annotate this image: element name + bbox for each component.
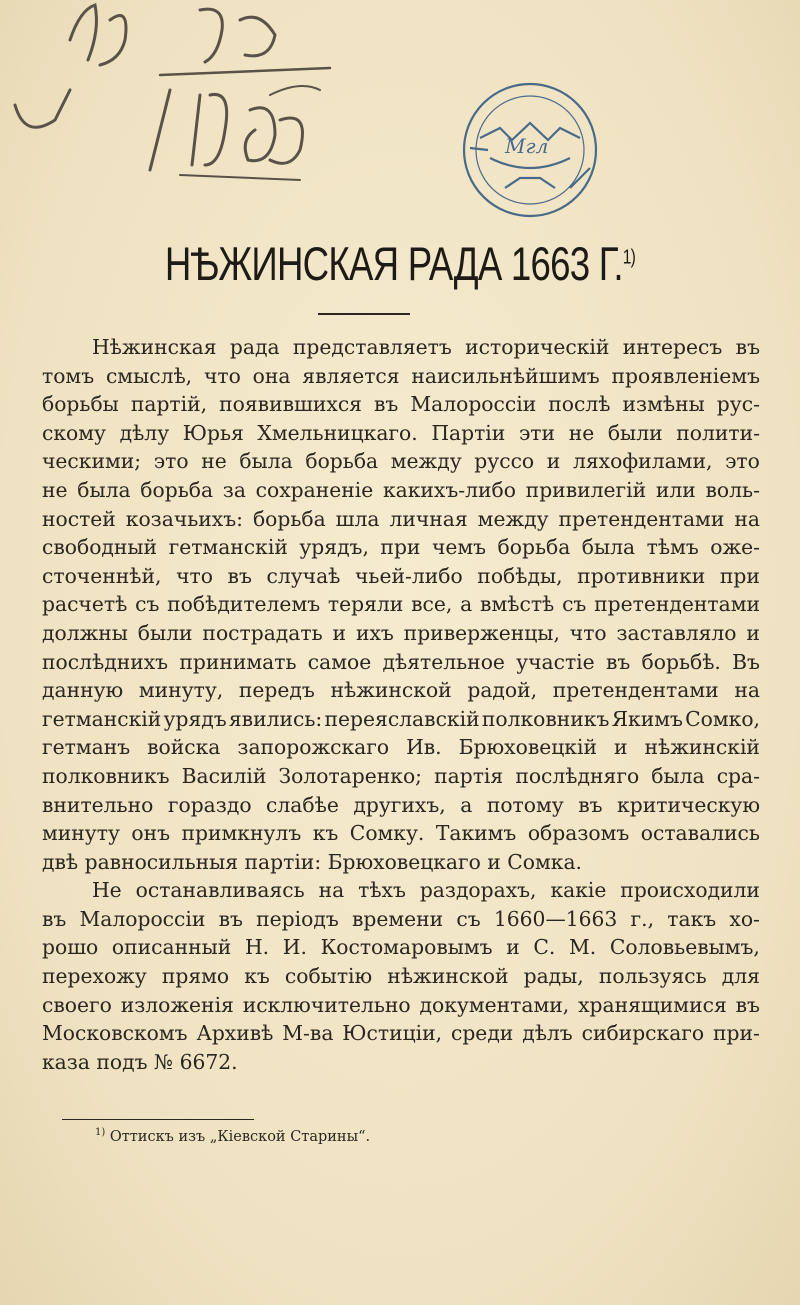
footnote-text: Оттискъ изъ „Кіевской Старины“. [109, 1128, 371, 1145]
text-line: томъ смыслѣ, что она является наисильнѣйшимъ проявленіемъ [42, 363, 760, 388]
text-line: внительно гораздо слабѣе другихъ, а потому въ критическую [42, 792, 760, 817]
text-line: не была борьба за сохраненіе какихъ-либо привилегій или воль- [42, 477, 760, 502]
article-body [42, 333, 760, 1076]
footnote-mark: 1) [95, 1127, 106, 1138]
text-line: каза подъ № 6672. [42, 1049, 238, 1074]
article-title [88, 236, 712, 291]
title-divider [318, 313, 410, 315]
text-line: своего изложенія исключительно документами, хранящимися въ [42, 992, 760, 1017]
text-line: рошо описанный Н. И. Костомаровымъ и С. М. Соловьевымъ, [42, 935, 760, 960]
handwritten-inventory-marks [0, 0, 360, 200]
text-line: данную минуту, передъ нѣжинской радой, претендентами на [42, 678, 760, 703]
text-line: Не останавливаясь на тѣхъ раздорахъ, какіе происходили [92, 878, 760, 903]
text-line: должны были пострадать и ихъ приверженцы, что заставляло и [42, 620, 760, 645]
svg-text:Мгл: Мгл [505, 134, 549, 158]
title-text: НѢЖИНСКАЯ РАДА 1663 Г. [164, 237, 623, 290]
footnote [95, 1123, 370, 1147]
library-stamp [450, 78, 610, 223]
text-line: скому дѣлу Юрья Хмельницкаго. Партіи эти не были полити- [42, 420, 760, 445]
text-line: перехожу прямо къ событію нѣжинской рады, пользуясь для [42, 964, 760, 989]
text-line: сточеннѣй, что въ случаѣ чьей-либо побѣды, противники при [42, 563, 760, 588]
text-line: борьбы партій, появившихся въ Малороссіи послѣ измѣны рус- [42, 392, 760, 417]
text-line: свободный гетманскій урядъ, при чемъ борьба была тѣмъ оже- [42, 535, 760, 560]
text-line: расчетѣ съ побѣдителемъ теряли все, а вмѣстѣ съ претендентами [42, 592, 760, 617]
footnote-divider [62, 1119, 254, 1120]
text-line: полковникъ Василій Золотаренко; партія послѣдняго была сра- [42, 763, 760, 788]
text-line: гетманъ войска запорожскаго Ив. Брюховецкій и нѣжинскій [42, 735, 760, 760]
text-line: ческими; это не была борьба между руссо и ляхофилами, это [42, 449, 760, 474]
text-line: Московскомъ Архивѣ М-ва Юстиціи, среди дѣлъ сибирскаго при- [42, 1021, 760, 1046]
text-line: послѣднихъ принимать самое дѣятельное участіе въ борьбѣ. Въ [42, 649, 760, 674]
paragraph [42, 333, 760, 876]
title-footnote-mark: 1) [622, 246, 636, 269]
text-line: ностей козачьихъ: борьба шла личная между претендентами на [42, 506, 760, 531]
text-line: двѣ равносильныя партіи: Брюховецкаго и Сомка. [42, 849, 582, 874]
text-line: гетманскій урядъ явились: переяславскій полковникъ Якимъ Сомко, [42, 706, 760, 731]
text-line: минуту онъ примкнулъ къ Сомку. Такимъ образомъ оставались [42, 821, 760, 846]
paragraph [42, 876, 760, 1076]
text-line: въ Малороссіи въ періодъ времени съ 1660—1663 г., такъ хо- [42, 906, 760, 931]
text-line: Нѣжинская рада представляетъ историческій интересъ въ [92, 335, 760, 359]
